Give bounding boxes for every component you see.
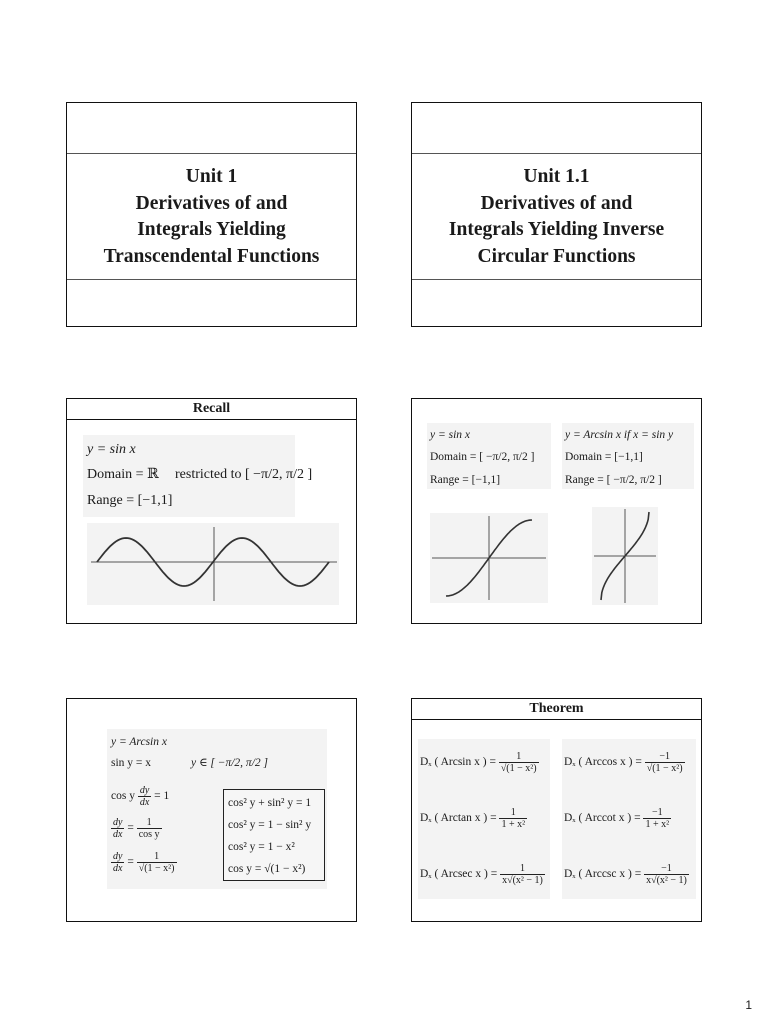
formula-lhs: Dₓ ( Arcsec x ) = (420, 868, 498, 881)
divider (412, 279, 701, 280)
slide-theorem (411, 698, 702, 922)
equation: sin y = x (111, 757, 152, 769)
identity-line: cos² y + sin² y = 1 (228, 797, 312, 809)
formula-lhs: Dₓ ( Arccot x ) = (564, 812, 641, 825)
fraction (645, 751, 685, 774)
sine-restricted-graph (430, 513, 548, 603)
divider (412, 153, 701, 154)
slide-recall (66, 398, 357, 624)
numerator: dy (113, 817, 123, 828)
equation: y = sin x (430, 429, 471, 441)
formula-lhs: Dₓ ( Arccsc x ) = (564, 868, 642, 881)
fraction (643, 807, 671, 830)
title-line: Derivatives of and (135, 192, 288, 214)
range-text: Range = [−1,1] (87, 493, 173, 508)
numerator: 1 (137, 817, 162, 829)
equation: y ∈ [ −π/2, π/2 ] (191, 757, 268, 769)
title-line: Unit 1.1 (523, 166, 590, 187)
denominator: dx (113, 829, 123, 840)
divider (67, 279, 356, 280)
theorem-formula (564, 751, 685, 774)
slide-title (412, 164, 701, 270)
range-text: Range = [ −π/2, π/2 ] (565, 474, 662, 486)
theorem-formula (420, 807, 527, 830)
numerator: 1 (500, 863, 545, 875)
numerator: 1 (499, 807, 527, 819)
slide-header: Theorem (412, 699, 701, 720)
domain-text: Domain = ℝ (87, 467, 159, 482)
formula-lhs: Dₓ ( Arctan x ) = (420, 812, 497, 825)
range-text: Range = [−1,1] (430, 474, 501, 486)
slide-header: Recall (67, 399, 356, 420)
numerator: 1 (137, 851, 177, 863)
fraction (499, 751, 539, 774)
theorem-formula (420, 863, 545, 886)
slide-title (67, 164, 356, 270)
numerator: dy (113, 851, 123, 862)
equation: y = Arcsin x if x = sin y (565, 429, 674, 441)
title-line: Derivatives of and (480, 192, 633, 214)
numerator: 1 (499, 751, 539, 763)
denominator: 1 + x² (645, 819, 670, 830)
domain-text: Domain = [−1,1] (565, 451, 643, 463)
slide-unit-1-1 (411, 102, 702, 327)
fraction (500, 863, 545, 886)
denominator: √(1 − x²) (646, 763, 683, 774)
denominator: x√(x² − 1) (502, 875, 543, 886)
theorem-formula (564, 807, 671, 830)
slide-arcsin-compare (411, 398, 702, 624)
equation: y = Arcsin x (111, 736, 167, 748)
fraction (499, 807, 527, 830)
formula-lhs: Dₓ ( Arcsin x ) = (420, 756, 496, 769)
eq-part: = 1 (154, 790, 170, 803)
theorem-formula (564, 863, 689, 886)
numerator: −1 (644, 863, 689, 875)
restricted-text: restricted to (175, 467, 242, 482)
page-number: 1 (745, 998, 752, 1012)
denominator: cos y (138, 829, 160, 840)
fraction (137, 851, 177, 874)
title-line: Integrals Yielding (137, 219, 286, 240)
sine-graph (87, 523, 339, 605)
eq-part: cos y (111, 790, 135, 803)
equation (111, 851, 177, 874)
theorem-formula (420, 751, 539, 774)
denominator: dx (113, 863, 123, 874)
domain-text: Domain = [ −π/2, π/2 ] (430, 451, 535, 463)
divider (67, 153, 356, 154)
numerator: −1 (643, 807, 671, 819)
arcsin-graph (592, 507, 658, 605)
slide-unit-1 (66, 102, 357, 327)
identity-line: cos² y = 1 − x² (228, 841, 295, 853)
denominator: 1 + x² (501, 819, 526, 830)
title-line: Integrals Yielding Inverse (448, 219, 665, 240)
equation: y = sin x (87, 442, 136, 457)
fraction (137, 817, 162, 840)
fraction (138, 785, 151, 808)
formula-lhs: Dₓ ( Arccos x ) = (564, 756, 642, 769)
slide-derivation (66, 698, 357, 922)
equals-sign: = (127, 822, 134, 835)
fraction (644, 863, 689, 886)
numerator: −1 (645, 751, 685, 763)
denominator: dx (139, 797, 150, 808)
equation (111, 785, 169, 808)
equals-sign: = (127, 856, 134, 869)
fraction (111, 851, 124, 874)
denominator: x√(x² − 1) (646, 875, 687, 886)
title-line: Transcendental Functions (103, 245, 320, 267)
fraction (111, 817, 124, 840)
identity-line: cos y = √(1 − x²) (228, 863, 306, 875)
equation (111, 817, 162, 840)
identity-line: cos² y = 1 − sin² y (228, 819, 312, 831)
title-line: Unit 1 (185, 166, 238, 187)
denominator: √(1 − x²) (138, 863, 175, 874)
interval-text: [ −π/2, π/2 ] (245, 467, 313, 482)
denominator: √(1 − x²) (500, 763, 537, 774)
numerator: dy (139, 785, 150, 796)
title-line: Circular Functions (477, 245, 636, 267)
